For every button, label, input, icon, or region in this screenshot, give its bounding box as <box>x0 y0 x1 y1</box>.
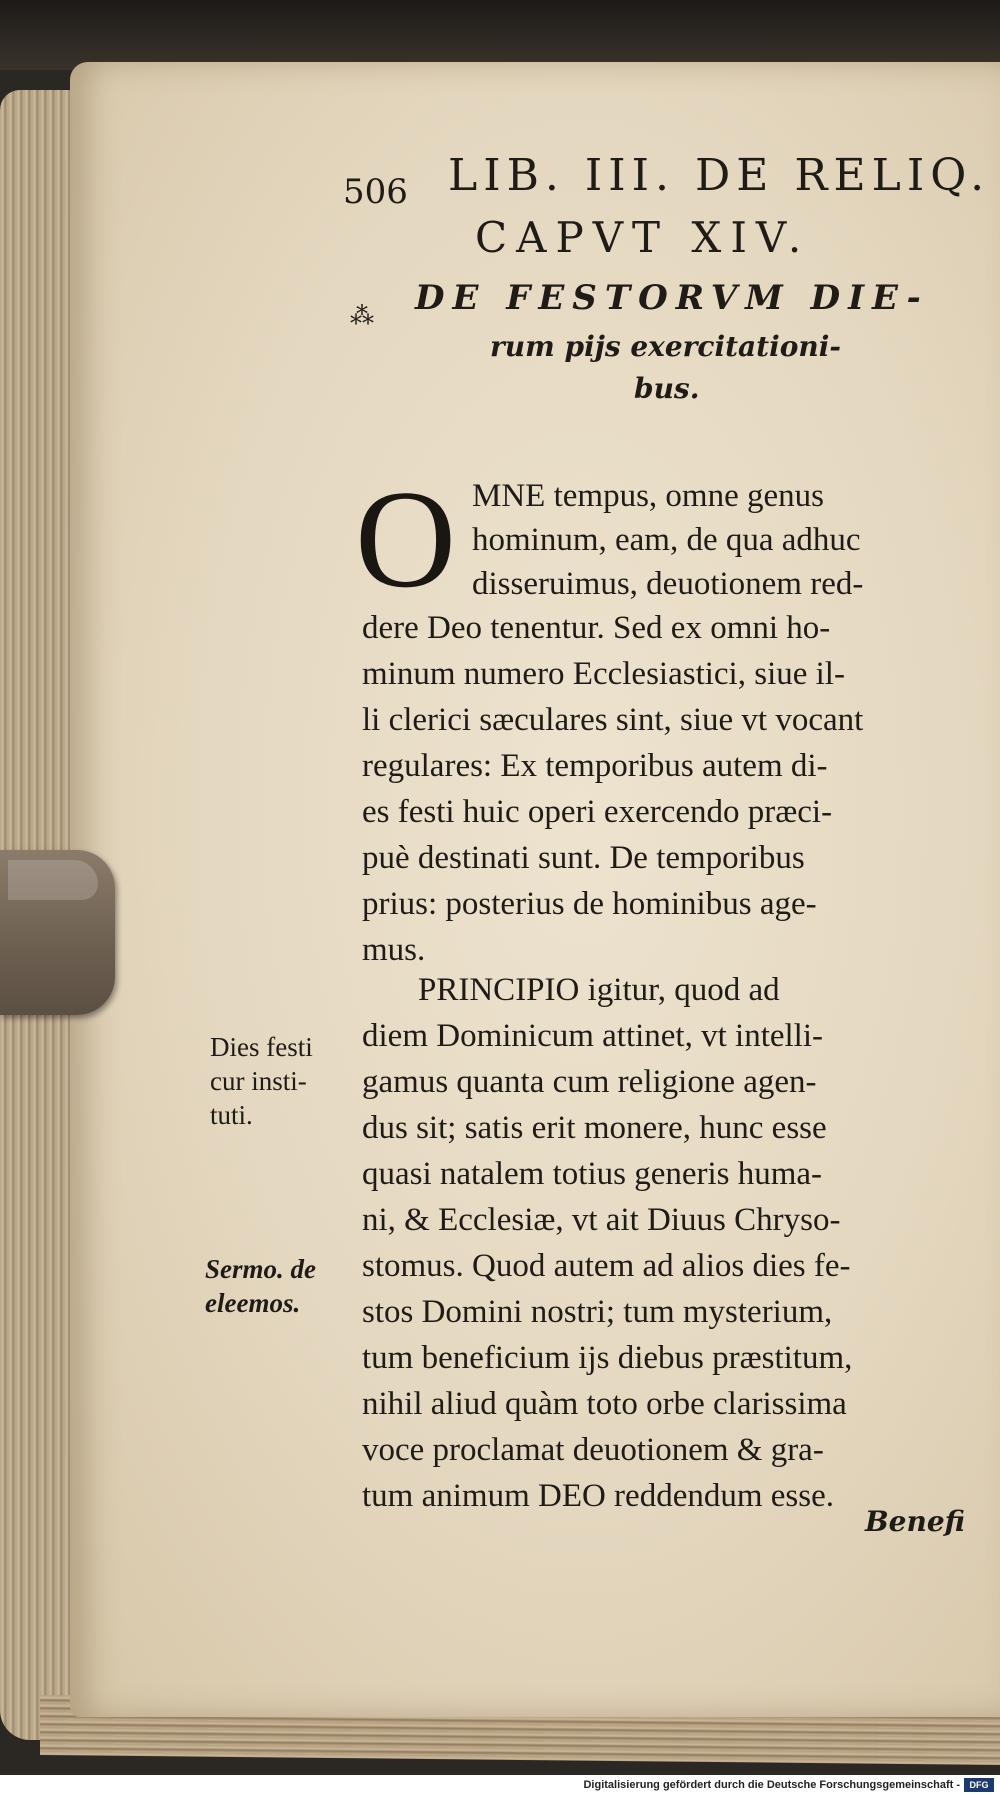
body-line: tum animum DEO reddendum esse. <box>362 1478 834 1514</box>
scan-background <box>0 0 1000 70</box>
body-line: minum numero Ecclesiastici, siue il- <box>362 656 845 692</box>
margin-note-line: Dies festi <box>210 1032 313 1062</box>
body-line: mus. <box>362 932 426 968</box>
body-line: quasi natalem totius generis huma- <box>362 1156 823 1192</box>
body-line: disseruimus, deuotionem red- <box>472 566 864 602</box>
body-line: tum beneficium ijs diebus præstitum, <box>362 1340 853 1376</box>
margin-note-line: eleemos. <box>205 1288 301 1318</box>
page-number: 506 <box>343 172 408 212</box>
body-line: stos Domini nostri; tum mysterium, <box>362 1294 833 1330</box>
body-line: li clerici sæculares sint, siue vt vocant <box>362 702 864 738</box>
body-line: dere Deo tenentur. Sed ex omni ho- <box>362 610 831 646</box>
margin-note-sermo <box>205 1252 316 1320</box>
bookmark-ribbon <box>0 850 115 1015</box>
margin-note-line: tuti. <box>210 1100 253 1130</box>
margin-note-line: Sermo. de <box>205 1254 316 1284</box>
section-title-line-2: rum pijs exercitationi- <box>490 330 842 363</box>
body-line: puè destinati sunt. De temporibus <box>362 840 805 876</box>
dfg-logo: DFG <box>964 1778 994 1792</box>
body-line: hominum, eam, de qua adhuc <box>472 522 861 558</box>
body-line: ni, & Ecclesiæ, vt ait Diuus Chryso- <box>362 1202 841 1238</box>
funding-credit: Digitalisierung gefördert durch die Deutsche Forschungsgemeinschaft - <box>583 1779 960 1791</box>
body-line: diem Dominicum attinet, vt intelli- <box>362 1018 824 1054</box>
chapter-heading: CAPVT XIV. <box>475 213 811 262</box>
body-line: dus sit; satis erit monere, hunc esse <box>362 1110 827 1146</box>
margin-note-festi <box>210 1030 313 1132</box>
catchword: Benefi <box>865 1505 966 1538</box>
body-line: nihil aliud quàm toto orbe clarissima <box>362 1386 847 1422</box>
body-line: prius: posterius de hominibus age- <box>362 886 817 922</box>
section-title: DE FESTORVM DIE- <box>415 278 929 318</box>
body-line: es festi huic operi exercendo præci- <box>362 794 833 830</box>
body-line: PRINCIPIO igitur, quod ad <box>418 972 780 1008</box>
margin-note-line: cur insti- <box>210 1066 307 1096</box>
drop-cap: O <box>355 462 457 617</box>
section-title-line-3: bus. <box>634 372 700 405</box>
body-line: MNE tempus, omne genus <box>472 478 824 514</box>
running-head: LIB. III. DE RELIQ. <box>448 150 991 201</box>
body-line: regulares: Ex temporibus autem di- <box>362 748 828 784</box>
body-line: gamus quanta cum religione agen- <box>362 1064 817 1100</box>
body-line: stomus. Quod autem ad alios dies fe- <box>362 1248 851 1284</box>
body-line: voce proclamat deuotionem & gra- <box>362 1432 824 1468</box>
printer-mark: ⁂ <box>350 302 374 330</box>
